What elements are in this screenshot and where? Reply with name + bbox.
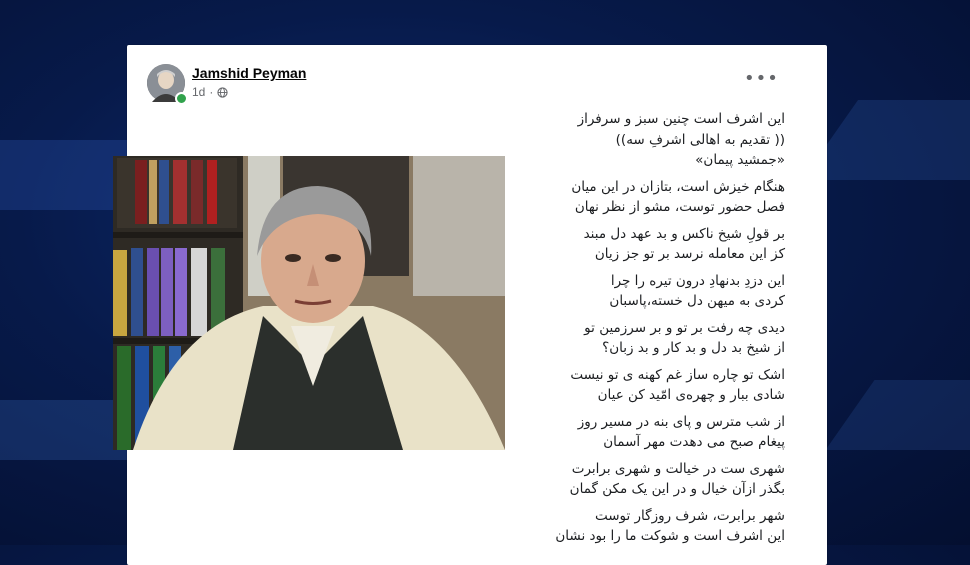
post-photo[interactable]: [113, 156, 505, 450]
poem-stanza: [455, 271, 785, 312]
poem-stanza: [455, 318, 785, 359]
avatar[interactable]: [147, 64, 185, 102]
poem-stanza: [455, 177, 785, 218]
background-stripe: [825, 380, 970, 450]
post-meta: [192, 85, 228, 99]
poem-line: کز این معامله نرسد بر تو جز زیان: [594, 246, 785, 262]
poem-line: «جمشید پیمان»: [695, 152, 785, 168]
facebook-post-card: [127, 45, 827, 565]
background-stripe: [802, 100, 970, 180]
poem-line: بگذر ازآن خیال و در این یک مکن گمان: [569, 481, 785, 497]
online-status-dot: [175, 92, 188, 105]
more-options-button[interactable]: •••: [744, 68, 779, 89]
author-name-link[interactable]: Jamshid Peyman: [192, 65, 307, 81]
poem-line: این اشرف است چنین سبز و سرفراز: [577, 111, 785, 127]
poem-line: از شیخ بد دل و بد کار و بد زبان؟: [602, 340, 785, 356]
poem-stanza: [455, 109, 785, 171]
poem-line: کردی به میهن دل خسته،پاسبان: [609, 293, 785, 309]
poem-stanza: [455, 506, 785, 547]
poem-stanza: [455, 412, 785, 453]
poem-line: این دزدِ بدنهادِ درون تیره را چرا: [610, 272, 785, 289]
poem-line: شهر برابرت، شرف روزگار توست: [594, 507, 785, 524]
poem-line: هنگام خیزش است، بتازان در این میان: [571, 178, 785, 195]
poem-line: این اشرف است و شوکت ما را بود نشان: [555, 528, 785, 544]
separator-dot: ·: [209, 85, 214, 99]
poem-line: بر قولِ شیخ ناکس و بد عهد دل مبند: [583, 225, 785, 242]
poem-stanza: [455, 224, 785, 265]
poem-line: شهری ست در خیالت و شهری برابرت: [571, 460, 785, 477]
poem-line: فصل حضور توست، مشو از نظر نهان: [574, 199, 785, 215]
portrait-photo: [113, 156, 505, 450]
globe-icon[interactable]: [217, 87, 228, 98]
poem-stanza: [455, 365, 785, 406]
post-text-poem: [455, 109, 785, 553]
post-time[interactable]: 1d: [192, 85, 206, 99]
poem-line: از شب مترس و پای بنه در مسیر روز: [577, 413, 785, 430]
poem-line: اشک تو چاره ساز غم کهنه ی تو نیست: [570, 366, 785, 383]
poem-line: (( تقدیم به اهالی اشرفِ سه)): [615, 131, 785, 148]
poem-stanza: [455, 459, 785, 500]
poem-line: دیدی چه رفت بر تو و بر سرزمین تو: [584, 319, 785, 336]
poem-line: پیغام صبح می دهدت مهر آسمان: [603, 434, 785, 450]
poem-line: شادی ببار و چهره‌ی امّید کن عیان: [597, 387, 785, 403]
